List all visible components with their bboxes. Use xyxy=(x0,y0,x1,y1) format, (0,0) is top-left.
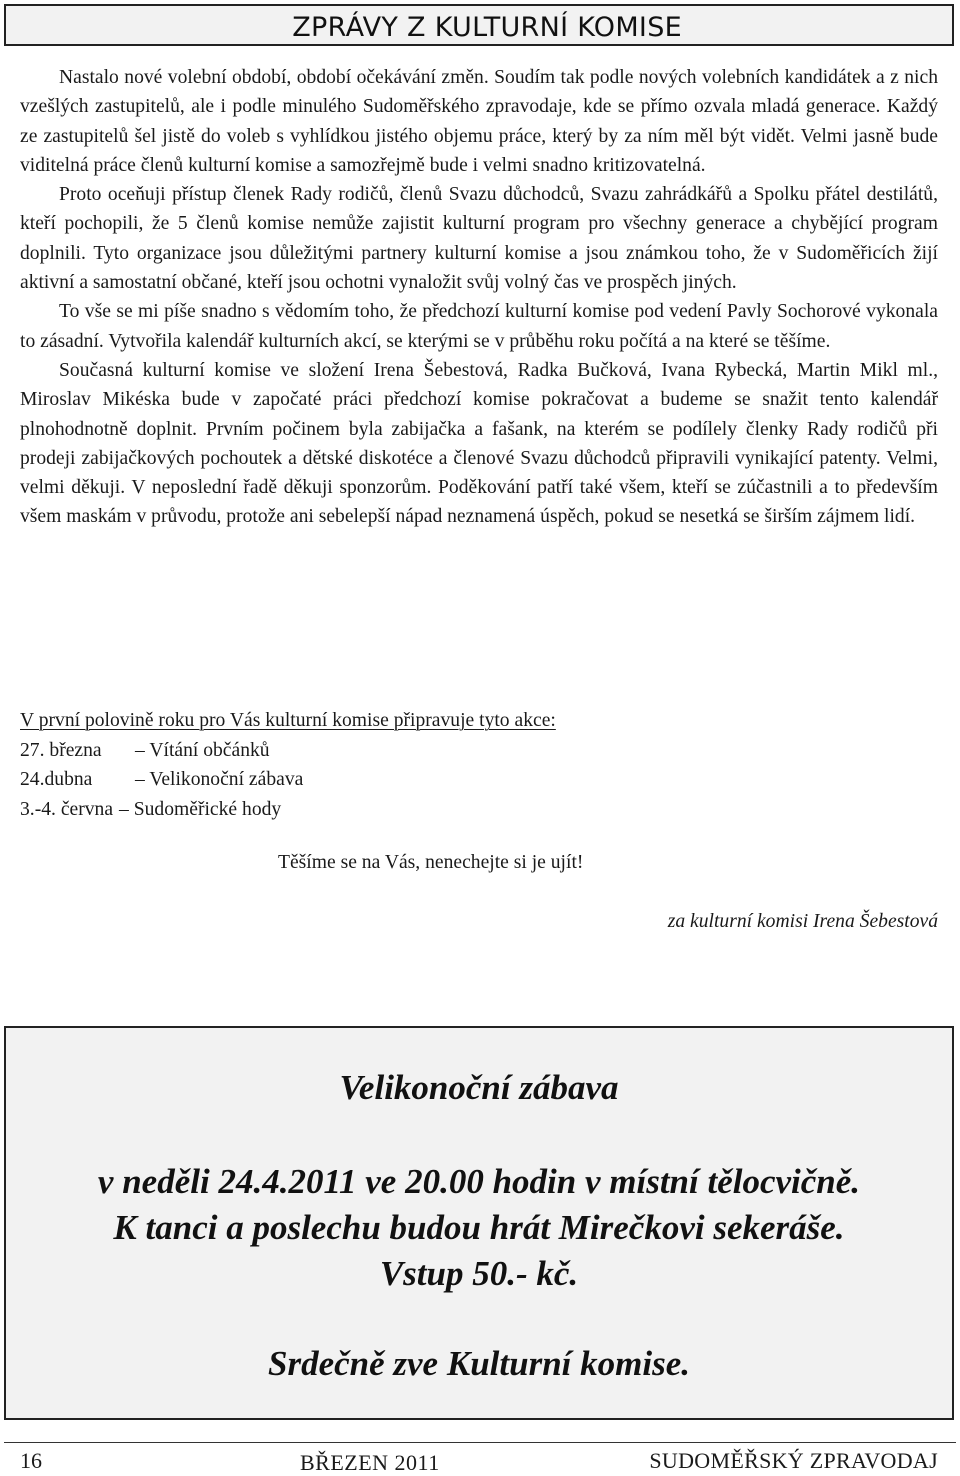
event-date: 27. března xyxy=(20,739,102,761)
article-body xyxy=(20,63,938,532)
announcement-band-line: K tanci a poslechu budou hrát Mirečkovi sekeráše. xyxy=(113,1208,845,1247)
article-paragraph: Současná kulturní komise ve složení Irena Šebestová, Radka Bučková, Ivana Rybecká, Martin Mikl ml., Miroslav Mikéska bude v započaté práci předchozí komise pokračovat a budeme se snažit tento kalendář plnohodnotně doplnit. Prvním počinem byla zabijačka a fašank, na kterém se podílely členky Rady rodičů při prodeji zabijačkových pochoutek a dětské diskotéce a členové Svazu důchodců připravili vynikající patenty. Velmi, velmi děkuji. V neposlední řadě děkuji sponzorům. Poděkování patří také všem, kteří se zúčastnili a to především všem maskám v průvodu, protože ani sebelepší nápad neznamená úspěch, pokud se nesetká se širším zájmem lidí. xyxy=(20,359,938,528)
list-item xyxy=(20,765,556,795)
event-date: 24.dubna xyxy=(20,769,93,791)
event-name: Sudoměřické hody xyxy=(133,798,282,820)
event-name: Vítání občánků xyxy=(149,739,270,761)
section-title: ZPRÁVY Z KULTURNÍ KOMISE xyxy=(292,12,682,43)
event-dash: – xyxy=(119,798,129,820)
article-paragraph: Nastalo nové volební období, období očekávání změn. Soudím tak podle nových volebních kandidátek a z nich vzešlých zastupitelů, ale i podle minulého Sudoměřského zpravodaje, kde se přímo ozvala mladá generace. Každý ze zastupitelů šel jistě do voleb s vyhlídkou jistého objemu práce, který by za ním měl být vidět. Velmi jasně bude viditelná práce členů kulturní komise a samozřejmě bude i velmi snadno kritizovatelná. xyxy=(20,67,938,176)
announcement-invitation: Srdečně zve Kulturní komise. xyxy=(268,1344,690,1383)
list-item xyxy=(20,795,556,825)
event-dash: – xyxy=(135,739,145,761)
event-announcement-box xyxy=(4,1026,954,1420)
issue-date: BŘEZEN 2011 xyxy=(300,1450,440,1475)
page-number: 16 xyxy=(20,1448,42,1473)
footer-divider xyxy=(4,1442,956,1443)
signature: za kulturní komisi Irena Šebestová xyxy=(667,911,938,932)
announcement-date-line: v neděli 24.4.2011 ve 20.00 hodin v místní tělocvičně. xyxy=(97,1162,861,1201)
article-paragraph: To vše se mi píše snadno s vědomím toho, že předchozí kulturní komise pod vedení Pavly Sochorové vykonala to zásadní. Vytvořila kalendář kulturních akcí, se kterými se v průběhu roku počítá a na které se těšíme. xyxy=(20,301,938,352)
section-header-box xyxy=(4,4,954,46)
announcement-entry-fee: Vstup 50.- kč. xyxy=(379,1254,579,1293)
list-item xyxy=(20,736,556,766)
publication-name: SUDOMĚŘSKÝ ZPRAVODAJ xyxy=(649,1448,938,1473)
article-paragraph: Proto oceňuji přístup členek Rady rodičů, členů Svazu důchodců, Svazu zahrádkářů a Spolku přátel destilátů, kteří pochopili, že 5 členů komise nemůže zajistit kulturní program pro všechny generace a chybějící program doplnili. Tyto organizace jsou důležitými partnery kulturní komise a jsou známkou toho, že v Sudoměřicích žijí aktivní a samostatní občané, kteří jsou ochotni vynaložit svůj volný čas ve prospěch jiných. xyxy=(20,184,938,294)
closing-line: Těšíme se na Vás, nenechejte si je ujít! xyxy=(278,852,584,873)
event-dash: – xyxy=(135,769,145,791)
event-date: 3.-4. června xyxy=(20,798,114,820)
announcement-title: Velikonoční zábava xyxy=(339,1068,619,1107)
event-name: Velikonoční zábava xyxy=(149,769,304,791)
events-list xyxy=(20,706,556,824)
events-heading: V první polovině roku pro Vás kulturní komise připravuje tyto akce: xyxy=(20,710,556,731)
